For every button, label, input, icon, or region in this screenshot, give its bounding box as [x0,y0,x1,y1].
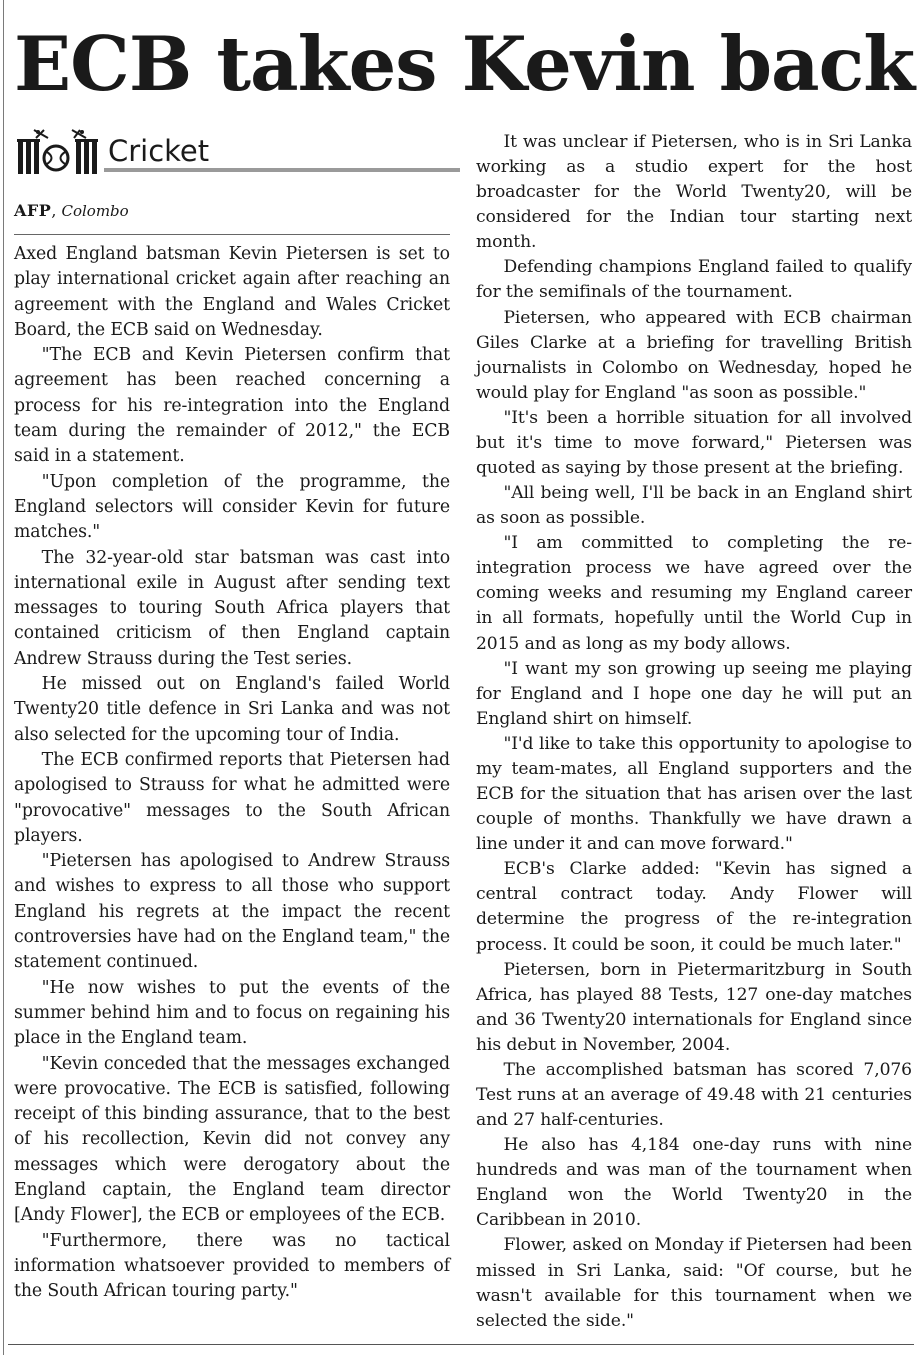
paragraph: The 32-year-old star batsman was cast into international exile in August after sending text messages to touring South Africa players that contained criticism of then England captain Andrew Strauss during the Test series. [14,547,450,669]
paragraph: Axed England batsman Kevin Pietersen is set to play international cricket again after reaching an agreement with the England and Wales Cricket Board, the ECB said on Wednesday. [14,244,450,340]
paragraph: "I am committed to completing the re-integration process we have agreed over the coming weeks and resuming my England career in all formats, hopefully until the World Cup in 2015 and as long as my body allows. [476,533,912,654]
section-header [14,126,450,178]
paragraph: "Kevin conceded that the messages exchanged were provocative. The ECB is satisfied, following receipt of this binding assurance, that to the best of his recollection, Kevin did not convey any messages which were derogatory about the England captain, the England team director [Andy Flower], the ECB or employees of the ECB. [14,1053,450,1226]
paragraph: It was unclear if Pietersen, who is in Sri Lanka working as a studio expert for the host broadcaster for the World Twenty20, will be considered for the Indian tour starting next month. [476,132,912,253]
stump-icon [34,142,39,174]
stump-icon [18,142,23,174]
headline: ECB takes Kevin back [14,20,915,108]
section-label: Cricket [108,134,210,168]
paragraph: "All being well, I'll be back in an England shirt as soon as possible. [476,483,912,529]
paragraph: Pietersen, born in Pietermaritzburg in South Africa, has played 88 Tests, 127 one-day matches and 36 Twenty20 internationals for England since his debut in November, 2004. [476,959,912,1055]
paragraph: "It's been a horrible situation for all involved but it's time to move forward," Pietersen was quoted as saying by those present at the briefing. [476,407,912,479]
stump-icon [26,142,31,174]
paragraph: ECB's Clarke added: "Kevin has signed a central contract today. Andy Flower will determine the progress of the re-integration process. It could be soon, it could be much later." [476,859,912,955]
article-column-right [476,130,912,1334]
bottom-rule [8,1344,914,1345]
paragraph: "The ECB and Kevin Pietersen confirm that agreement has been reached concerning a process for his re-integration into the England team during the remainder of 2012," the ECB said in a statement. [14,345,450,467]
paragraph: The ECB confirmed reports that Pietersen had apologised to Strauss for what he admitted were "provocative" messages to the South African players. [14,749,450,846]
column-border [3,0,4,1355]
section-rule [104,168,460,172]
paragraph: "Furthermore, there was no tactical information whatsoever provided to members of the South African touring party." [14,1230,450,1302]
agency-name: AFP [14,201,52,220]
dateline: AFP, Colombo [14,201,129,220]
dateline-rule [14,234,450,235]
paragraph: "Upon completion of the programme, the England selectors will consider Kevin for future matches." [14,471,450,543]
article-column-left [14,242,450,1304]
paragraph: "Pietersen has apologised to Andrew Strauss and wishes to express to all those who support England his regrets at the impact the recent controversies have had on the England team," the statement continued. [14,851,450,973]
cricket-icon [14,128,102,174]
paragraph: "He now wishes to put the events of the summer behind him and to focus on regaining his place in the England team. [14,977,450,1049]
dateline-location: Colombo [61,202,129,220]
paragraph: He missed out on England's failed World Twenty20 title defence in Sri Lanka and was not also selected for the upcoming tour of India. [14,674,450,745]
paragraph: He also has 4,184 one-day runs with nine hundreds and was man of the tournament when England won the World Twenty20 in the Caribbean in 2010. [476,1135,912,1231]
paragraph: "I want my son growing up seeing me playing for England and I hope one day he will put an England shirt on himself. [476,658,912,729]
paragraph: Pietersen, who appeared with ECB chairman Giles Clarke at a briefing for travelling British journalists in Colombo on Wednesday, hoped he would play for England "as soon as possible." [476,307,912,403]
paragraph: The accomplished batsman has scored 7,076 Test runs at an average of 49.48 with 21 centuries and 27 half-centuries. [476,1059,912,1131]
paragraph: "I'd like to take this opportunity to apologise to my team-mates, all England supporters and the ECB for the situation that has arisen over the last couple of months. Thankfully we have drawn a line under it and can move forward." [476,733,912,855]
paragraph: Defending champions England failed to qualify for the semifinals of the tournament. [476,257,912,303]
paragraph: Flower, asked on Monday if Pietersen had been missed in Sri Lanka, said: "Of course, but he wasn't available for this tournament when we selected the side." [476,1235,912,1331]
